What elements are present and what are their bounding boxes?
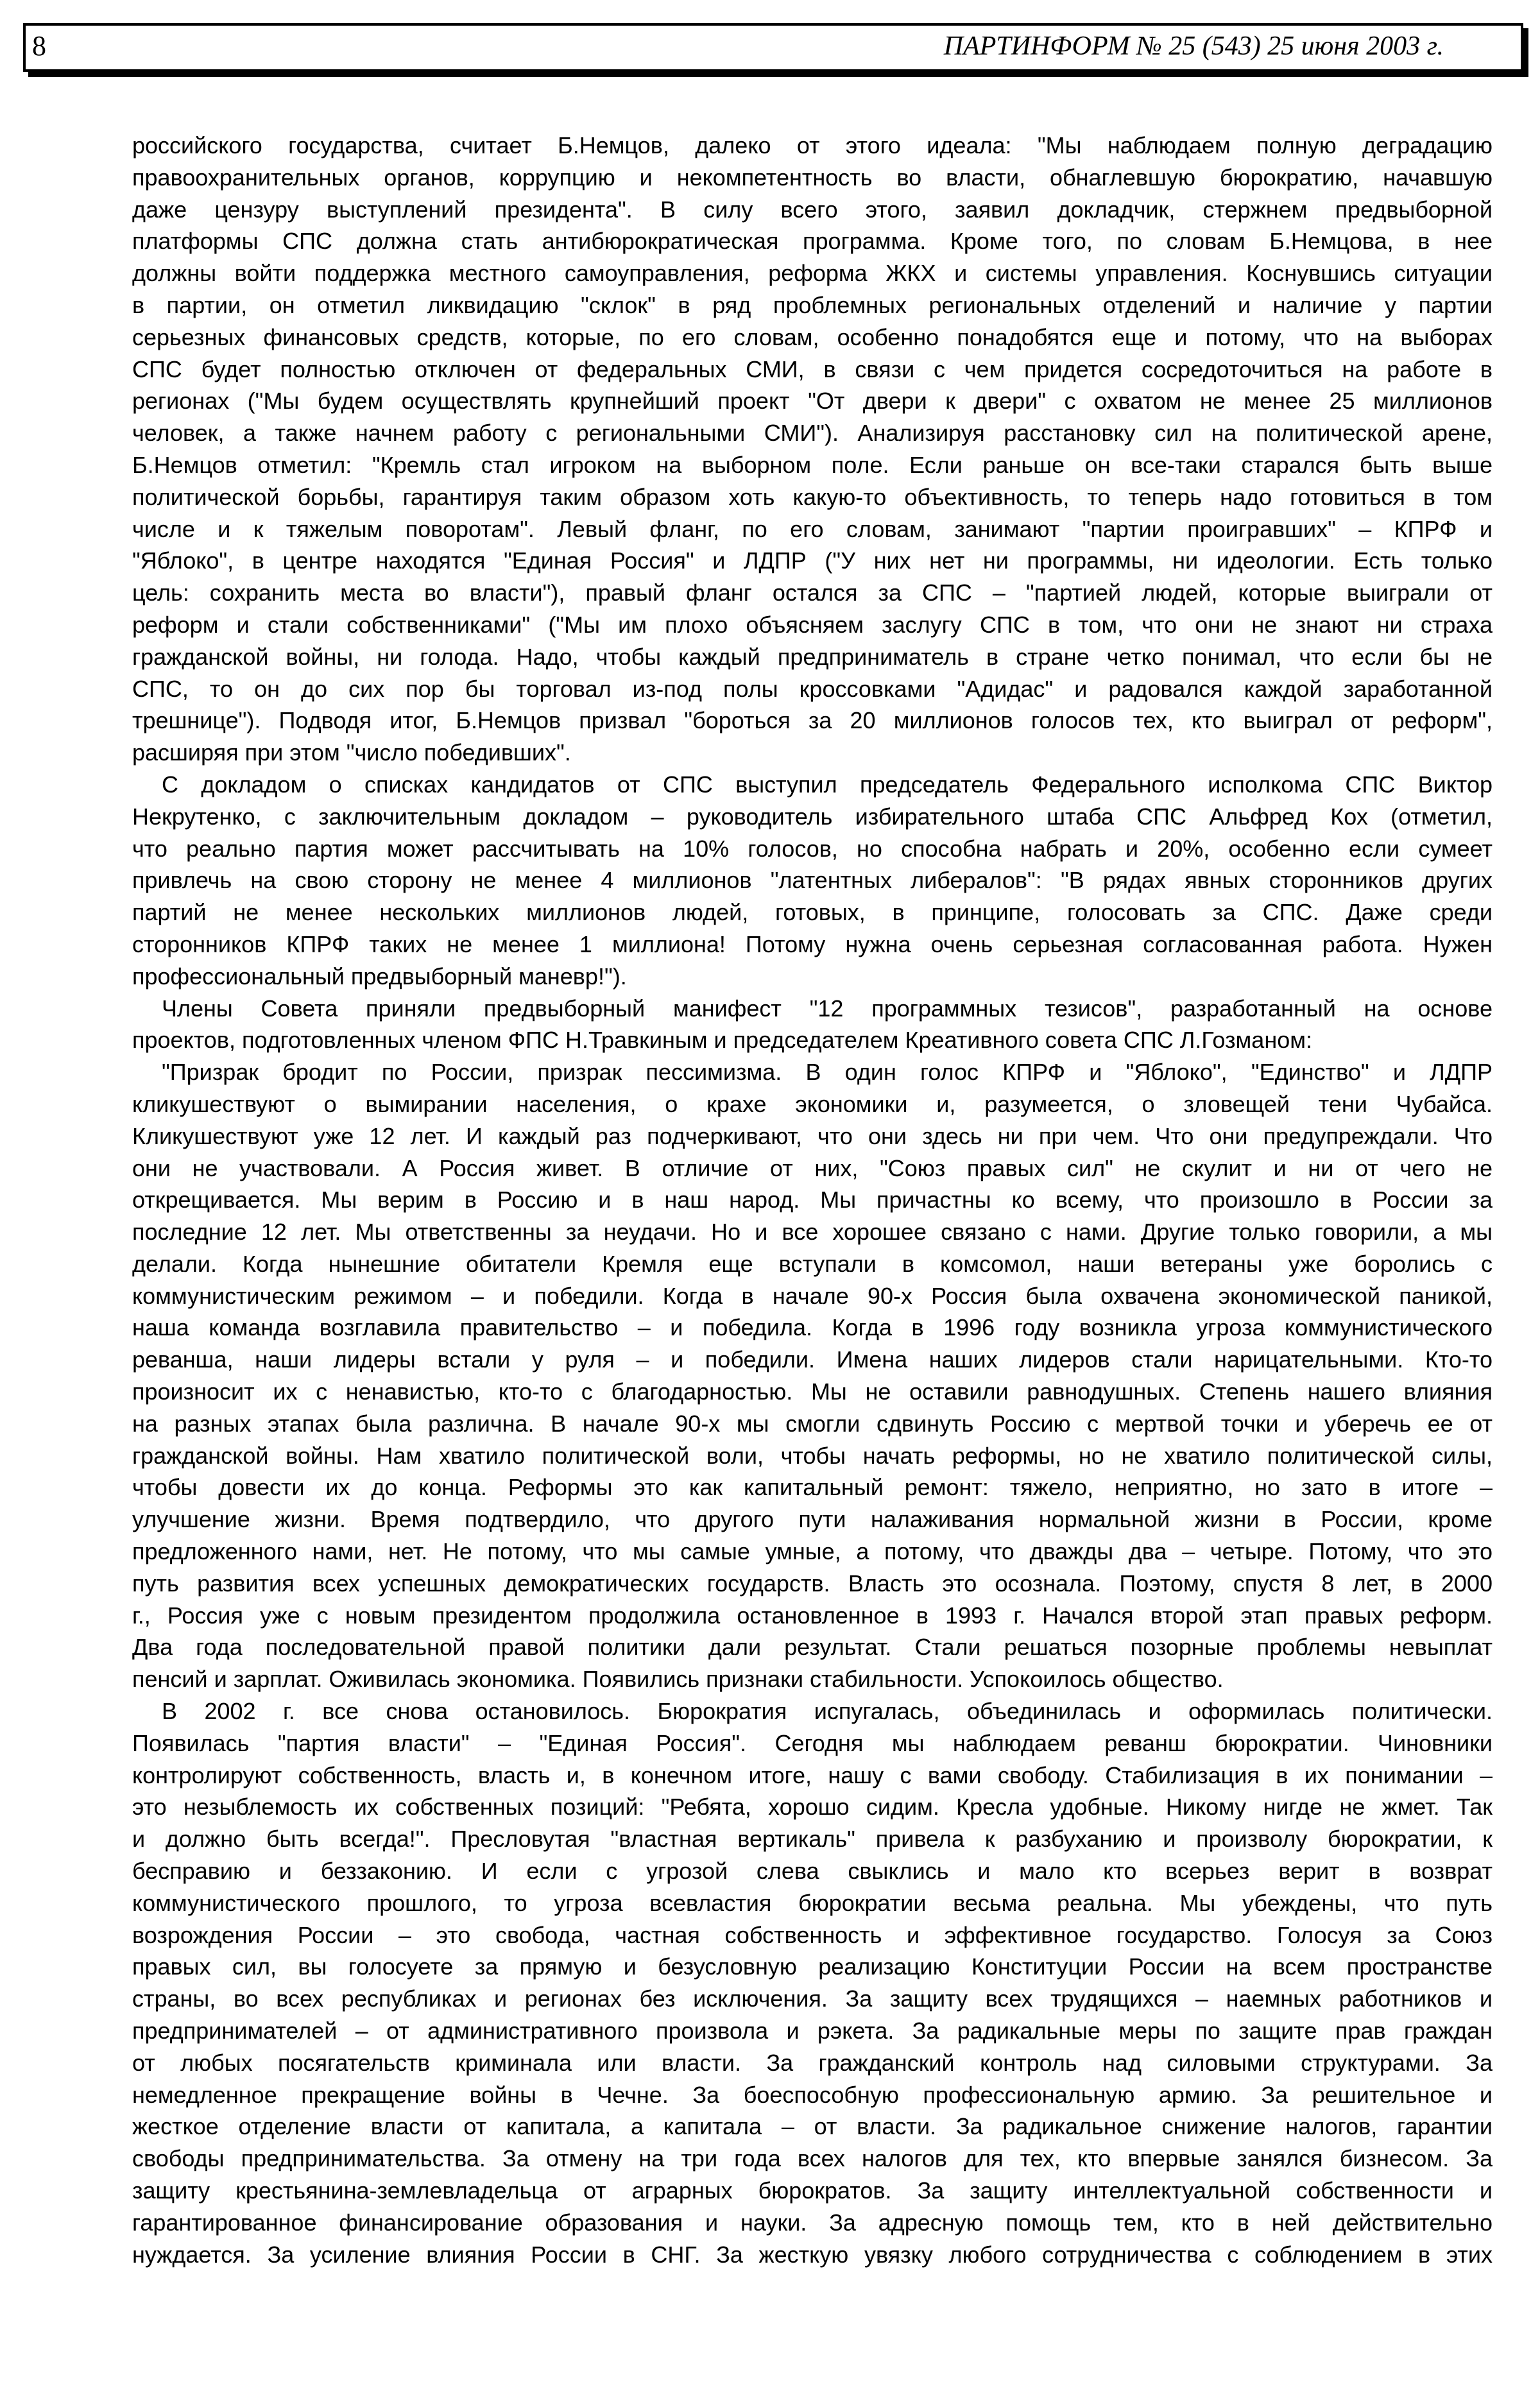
text-line: проектов, подготовленных членом ФПС Н.Травкиным и председателем Креативного совета СПС Л.Гозманом:: [132, 1027, 1312, 1054]
text-line: последние 12 лет. Мы ответственны за неудачи. Но и все хорошее связано с нами. Другие только говорили, а мы: [132, 1219, 1493, 1246]
text-line: серьезных финансовых средств, которые, по его словам, особенно понадобятся еще и потому, что на выборах: [132, 323, 1493, 350]
text-line: путь развития всех успешных демократических государств. Власть это осознала. Поэтому, спустя 8 лет, в 2000: [132, 1570, 1493, 1597]
text-line: реванша, наши лидеры встали у руля – и победили. Имена наших лидеров стали нарицательными. Кто-то: [132, 1346, 1493, 1373]
text-line: сторонников КПРФ таких не менее 1 миллиона! Потому нужна очень серьезная согласованная работа. Нужен: [132, 930, 1493, 957]
text-line: политической борьбы, гарантируя таким образом хоть какую-то объективность, то теперь надо готовиться в том: [132, 483, 1493, 510]
text-line: открещивается. Мы верим в Россию и в наш народ. Мы причастны ко всему, что произошло в России за: [132, 1187, 1493, 1213]
paragraph: [132, 1695, 1493, 2270]
text-line: на разных этапах была различна. В начале 90-х мы смогли сдвинуть Россию с мертвой точки и уберечь ее от: [132, 1410, 1493, 1437]
paragraph: [132, 1056, 1493, 1695]
text-line: С докладом о списках кандидатов от СПС выступил председатель Федерального исполкома СПС Виктор: [162, 771, 1493, 798]
text-line: Б.Немцов отметил: "Кремль стал игроком на выборном поле. Если раньше он все-таки старался быть выше: [132, 451, 1493, 478]
text-line: человек, а также начнем работу с региональными СМИ"). Анализируя расстановку сил на политической арене,: [132, 420, 1493, 447]
text-line: привлечь на свою сторону не менее 4 миллионов "латентных либералов": "В рядах явных сторонников других: [132, 867, 1493, 894]
page-number: 8: [32, 30, 46, 62]
text-line: гарантированное финансирование образования и науки. За адресную помощь тем, кто в ней действительно: [132, 2209, 1493, 2236]
text-line: они не участвовали. А Россия живет. В отличие от них, "Союз правых сил" не скулит и ни от чего не: [132, 1154, 1493, 1181]
text-line: "Призрак бродит по России, призрак пессимизма. В один голос КПРФ и "Яблоко", "Единство" и ЛДПР: [162, 1059, 1493, 1086]
text-line: предпринимателей – от административного произвола и рэкета. За радикальные меры по защите прав граждан: [132, 2018, 1493, 2044]
text-line: бесправию и беззаконию. И если с угрозой слева свыклись и мало кто всерьез верит в возврат: [132, 1858, 1493, 1885]
text-line: произносит их с ненавистью, кто-то с благодарностью. Мы не оставили равнодушных. Степень нашего влияния: [132, 1378, 1493, 1405]
text-line: гражданской войны, ни голода. Надо, чтобы каждый предприниматель в стране четко понимал, что если бы не: [132, 643, 1493, 670]
text-line: защиту крестьянина-землевладельца от аграрных бюрократов. За защиту интеллектуальной собственности и: [132, 2177, 1493, 2204]
text-line: профессиональный предвыборный маневр!").: [132, 963, 627, 990]
text-line: трешнице"). Подводя итог, Б.Немцов призвал "бороться за 20 миллионов голосов тех, кто выиграл от реформ",: [132, 707, 1493, 734]
text-line: чтобы довести их до конца. Реформы это как капитальный ремонт: тяжело, неприятно, но зато в итоге –: [132, 1474, 1493, 1501]
text-line: возрождения России – это свобода, частная собственность и эффективное государство. Голосуя за Союз: [132, 1921, 1493, 1948]
text-line: правых сил, вы голосуете за прямую и безусловную реализацию Конституции России на всем пространстве: [132, 1953, 1493, 1980]
text-line: платформы СПС должна стать антибюрократическая программа. Кроме того, по словам Б.Немцова, в нее: [132, 228, 1493, 255]
text-line: жесткое отделение власти от капитала, а капитала – от власти. За радикальное снижение налогов, гарантии: [132, 2113, 1493, 2140]
text-line: что реально партия может рассчитывать на 10% голосов, но способна набрать и 20%, особенно если сумеет: [132, 835, 1493, 862]
text-line: даже цензуру выступлений президента". В силу всего этого, заявил докладчик, стержнем предвыборной: [132, 196, 1493, 223]
text-line: и должно быть всегда!". Пресловутая "властная вертикаль" привела к разбуханию и произволу бюрократии, к: [132, 1826, 1493, 1853]
text-line: регионах ("Мы будем осуществлять крупнейший проект "От двери к двери" с охватом не менее 25 миллионов: [132, 388, 1493, 415]
text-line: гражданской войны. Нам хватило политической воли, чтобы начать реформы, но не хватило политической силы,: [132, 1442, 1493, 1469]
text-line: В 2002 г. все снова остановилось. Бюрократия испугалась, объединилась и оформилась политически.: [162, 1698, 1493, 1725]
text-line: немедленное прекращение войны в Чечне. За боеспособную профессиональную армию. За решительное и: [132, 2081, 1493, 2108]
paragraph: [132, 993, 1493, 1057]
text-line: числе и к тяжелым поворотам". Левый фланг, по его словам, занимают "партии проигравших" – КПРФ и: [132, 515, 1493, 542]
text-line: кликушествуют о вымирании населения, о крахе экономики и, разумеется, о зловещей тени Чубайса.: [132, 1090, 1493, 1117]
text-line: должны войти поддержка местного самоуправления, реформа ЖКХ и системы управления. Коснувшись ситуации: [132, 260, 1493, 287]
paragraph: [132, 769, 1493, 993]
text-line: Кликушествуют уже 12 лет. И каждый раз подчеркивают, что они здесь ни при чем. Что они предупреждали. Что: [132, 1122, 1493, 1149]
text-line: наша команда возглавила правительство – и победила. Когда в 1996 году возникла угроза коммунистического: [132, 1314, 1493, 1341]
text-line: СПС будет полностью отключен от федеральных СМИ, в связи с чем придется сосредоточиться на работе в: [132, 356, 1493, 382]
text-line: Появилась "партия власти" – "Единая Россия". Сегодня мы наблюдаем реванш бюрократии. Чиновники: [132, 1729, 1493, 1756]
text-line: улучшение жизни. Время подтвердило, что другого пути налаживания нормальной жизни в России, кроме: [132, 1506, 1493, 1533]
text-line: правоохранительных органов, коррупцию и некомпетентность во власти, обнаглевшую бюрократию, начавшую: [132, 164, 1493, 191]
text-line: от любых посягательств криминала или власти. За гражданский контроль над силовыми структурами. За: [132, 2049, 1493, 2076]
text-line: контролируют собственность, власть и, в конечном итоге, нашу с вами свободу. Стабилизация в их понимании –: [132, 1761, 1493, 1788]
text-line: Два года последовательной правой политики дали результат. Стали решаться позорные проблемы невыплат: [132, 1634, 1493, 1661]
article-body: [132, 130, 1493, 2270]
text-line: коммунистическим режимом – и победили. Когда в начале 90-х Россия была охвачена экономической паникой,: [132, 1282, 1493, 1309]
issue-title: ПАРТИНФОРМ № 25 (543) 25 июня 2003 г.: [943, 31, 1444, 61]
text-line: "Яблоко", в центре находятся "Единая Россия" и ЛДПР ("У них нет ни программы, ни идеологии. Есть только: [132, 547, 1493, 574]
text-line: СПС, то он до сих пор бы торговал из-под полы кроссовками "Адидас" и радовался каждой заработанной: [132, 675, 1493, 702]
text-line: цель: сохранить места во власти"), правый фланг остался за СПС – "партией людей, которые выиграли от: [132, 579, 1493, 606]
text-line: партий не менее нескольких миллионов людей, готовых, в принципе, голосовать за СПС. Даже среди: [132, 899, 1493, 926]
text-line: Некрутенко, с заключительным докладом – руководитель избирательного штаба СПС Альфред Кох (отметил,: [132, 803, 1493, 830]
page-header: [23, 23, 1523, 72]
text-line: расширяя при этом "число победивших".: [132, 739, 571, 766]
text-line: коммунистического прошлого, то угроза всевластия бюрократии весьма реальна. Мы убеждены, что путь: [132, 1889, 1493, 1916]
text-line: Члены Совета приняли предвыборный манифест "12 программных тезисов", разработанный на основе: [162, 995, 1493, 1022]
text-line: это незыблемость их собственных позиций: "Ребята, хорошо сидим. Кресла удобные. Никому нигде не жмет. Так: [132, 1794, 1493, 1821]
text-line: свободы предпринимательства. За отмену на три года всех налогов для тех, кто впервые занялся бизнесом. За: [132, 2145, 1493, 2172]
text-line: пенсий и зарплат. Оживилась экономика. Появились признаки стабильности. Успокоилось общество.: [132, 1666, 1224, 1693]
text-line: реформ и стали собственниками" ("Мы им плохо объясняем заслугу СПС в том, что они не знают ни страха: [132, 611, 1493, 638]
text-line: предложенного нами, нет. Не потому, что мы самые умные, а потому, что дважды два – четыре. Потому, что это: [132, 1538, 1493, 1565]
text-line: российского государства, считает Б.Немцов, далеко от этого идеала: "Мы наблюдаем полную деградацию: [132, 132, 1493, 159]
paragraph: [132, 130, 1493, 769]
text-line: страны, во всех республиках и регионах без исключения. За защиту всех трудящихся – наемных работников и: [132, 1985, 1493, 2012]
text-line: нуждается. За усиление влияния России в СНГ. За жесткую увязку любого сотрудничества с соблюдением в этих: [132, 2241, 1493, 2268]
text-line: делали. Когда нынешние обитатели Кремля еще вступали в комсомол, наши ветераны уже боролись с: [132, 1250, 1493, 1277]
text-line: г., Россия уже с новым президентом продолжила остановленное в 1993 г. Начался второй этап правых реформ.: [132, 1602, 1493, 1629]
text-line: в партии, он отметил ликвидацию "склок" в ряд проблемных региональных отделений и наличие у партии: [132, 291, 1493, 318]
